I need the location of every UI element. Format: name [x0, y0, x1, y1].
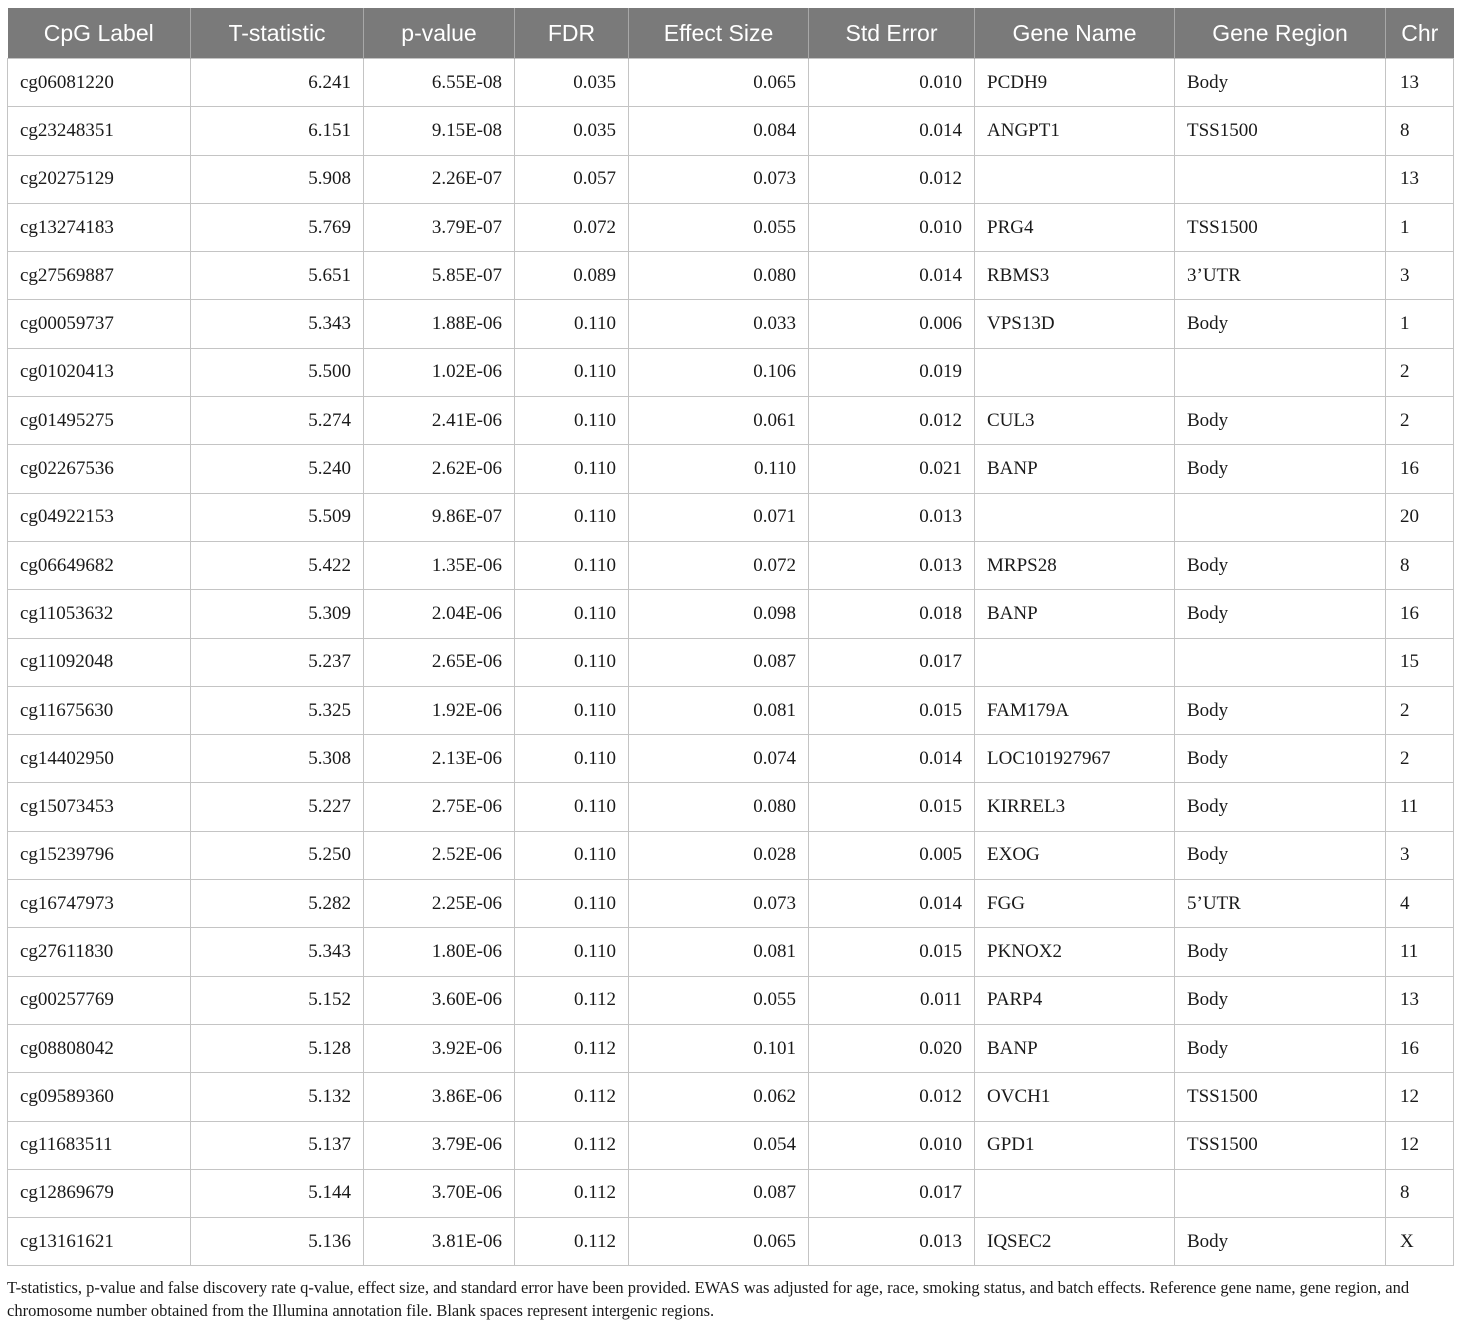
gene-name-cell: IQSEC2	[975, 1218, 1175, 1266]
gene-name-cell: PKNOX2	[975, 928, 1175, 976]
gene-name-cell: BANP	[975, 590, 1175, 638]
gene-region-cell: Body	[1175, 300, 1386, 348]
t-statistic-cell: 5.137	[191, 1121, 364, 1169]
std-error-cell: 0.006	[809, 300, 975, 348]
cpg-label-cell: cg11675630	[8, 686, 191, 734]
std-error-cell: 0.021	[809, 445, 975, 493]
gene-name-cell: GPD1	[975, 1121, 1175, 1169]
std-error-cell: 0.014	[809, 107, 975, 155]
fdr-cell: 0.112	[515, 1121, 629, 1169]
p-value-cell: 2.62E-06	[364, 445, 515, 493]
p-value-cell: 3.70E-06	[364, 1169, 515, 1217]
header-gene-name: Gene Name	[975, 8, 1175, 59]
effect-size-cell: 0.087	[629, 1169, 809, 1217]
table-row	[8, 880, 1454, 928]
effect-size-cell: 0.080	[629, 252, 809, 300]
t-statistic-cell: 5.651	[191, 252, 364, 300]
gene-name-cell	[975, 348, 1175, 396]
effect-size-cell: 0.106	[629, 348, 809, 396]
chr-cell: 11	[1386, 928, 1454, 976]
effect-size-cell: 0.054	[629, 1121, 809, 1169]
gene-region-cell: Body	[1175, 1218, 1386, 1266]
chr-cell: 20	[1386, 493, 1454, 541]
p-value-cell: 9.15E-08	[364, 107, 515, 155]
table-row	[8, 1218, 1454, 1266]
chr-cell: 2	[1386, 397, 1454, 445]
gene-name-cell: BANP	[975, 1024, 1175, 1072]
fdr-cell: 0.110	[515, 638, 629, 686]
std-error-cell: 0.013	[809, 541, 975, 589]
t-statistic-cell: 6.151	[191, 107, 364, 155]
gene-name-cell: PRG4	[975, 203, 1175, 251]
fdr-cell: 0.110	[515, 397, 629, 445]
chr-cell: 1	[1386, 203, 1454, 251]
t-statistic-cell: 5.500	[191, 348, 364, 396]
effect-size-cell: 0.073	[629, 155, 809, 203]
chr-cell: 8	[1386, 107, 1454, 155]
gene-region-cell: TSS1500	[1175, 107, 1386, 155]
header-p-value: p-value	[364, 8, 515, 59]
chr-cell: 12	[1386, 1121, 1454, 1169]
p-value-cell: 1.35E-06	[364, 541, 515, 589]
chr-cell: 2	[1386, 348, 1454, 396]
fdr-cell: 0.035	[515, 59, 629, 107]
std-error-cell: 0.005	[809, 831, 975, 879]
gene-region-cell	[1175, 493, 1386, 541]
std-error-cell: 0.013	[809, 1218, 975, 1266]
fdr-cell: 0.112	[515, 1073, 629, 1121]
t-statistic-cell: 6.241	[191, 59, 364, 107]
std-error-cell: 0.010	[809, 59, 975, 107]
fdr-cell: 0.110	[515, 348, 629, 396]
table-row	[8, 686, 1454, 734]
table-body	[8, 59, 1454, 1266]
table-row	[8, 735, 1454, 783]
gene-name-cell: ANGPT1	[975, 107, 1175, 155]
p-value-cell: 5.85E-07	[364, 252, 515, 300]
gene-name-cell: FGG	[975, 880, 1175, 928]
fdr-cell: 0.112	[515, 1169, 629, 1217]
header-cpg-label: CpG Label	[8, 8, 191, 59]
effect-size-cell: 0.081	[629, 928, 809, 976]
chr-cell: 13	[1386, 59, 1454, 107]
table-row	[8, 107, 1454, 155]
header-std-error: Std Error	[809, 8, 975, 59]
std-error-cell: 0.011	[809, 976, 975, 1024]
gene-region-cell	[1175, 155, 1386, 203]
cpg-label-cell: cg09589360	[8, 1073, 191, 1121]
cpg-label-cell: cg13161621	[8, 1218, 191, 1266]
t-statistic-cell: 5.422	[191, 541, 364, 589]
std-error-cell: 0.010	[809, 1121, 975, 1169]
gene-region-cell: 3’UTR	[1175, 252, 1386, 300]
fdr-cell: 0.110	[515, 928, 629, 976]
t-statistic-cell: 5.152	[191, 976, 364, 1024]
gene-name-cell	[975, 1169, 1175, 1217]
std-error-cell: 0.012	[809, 155, 975, 203]
gene-name-cell: BANP	[975, 445, 1175, 493]
cpg-label-cell: cg02267536	[8, 445, 191, 493]
chr-cell: 13	[1386, 155, 1454, 203]
std-error-cell: 0.015	[809, 928, 975, 976]
effect-size-cell: 0.028	[629, 831, 809, 879]
fdr-cell: 0.110	[515, 541, 629, 589]
p-value-cell: 2.13E-06	[364, 735, 515, 783]
effect-size-cell: 0.055	[629, 976, 809, 1024]
gene-region-cell: Body	[1175, 397, 1386, 445]
effect-size-cell: 0.033	[629, 300, 809, 348]
table-row	[8, 203, 1454, 251]
effect-size-cell: 0.065	[629, 59, 809, 107]
t-statistic-cell: 5.343	[191, 300, 364, 348]
std-error-cell: 0.015	[809, 783, 975, 831]
cpg-label-cell: cg27569887	[8, 252, 191, 300]
chr-cell: 15	[1386, 638, 1454, 686]
header-chr: Chr	[1386, 8, 1454, 59]
gene-name-cell	[975, 638, 1175, 686]
effect-size-cell: 0.081	[629, 686, 809, 734]
table-row	[8, 1073, 1454, 1121]
effect-size-cell: 0.061	[629, 397, 809, 445]
std-error-cell: 0.014	[809, 252, 975, 300]
cpg-label-cell: cg11053632	[8, 590, 191, 638]
t-statistic-cell: 5.237	[191, 638, 364, 686]
effect-size-cell: 0.084	[629, 107, 809, 155]
table-row	[8, 397, 1454, 445]
table-row	[8, 928, 1454, 976]
cpg-label-cell: cg11092048	[8, 638, 191, 686]
cpg-label-cell: cg01020413	[8, 348, 191, 396]
fdr-cell: 0.110	[515, 686, 629, 734]
cpg-label-cell: cg06081220	[8, 59, 191, 107]
cpg-label-cell: cg27611830	[8, 928, 191, 976]
chr-cell: 16	[1386, 445, 1454, 493]
t-statistic-cell: 5.309	[191, 590, 364, 638]
t-statistic-cell: 5.227	[191, 783, 364, 831]
gene-region-cell: 5’UTR	[1175, 880, 1386, 928]
t-statistic-cell: 5.282	[191, 880, 364, 928]
header-effect-size: Effect Size	[629, 8, 809, 59]
effect-size-cell: 0.062	[629, 1073, 809, 1121]
fdr-cell: 0.110	[515, 880, 629, 928]
table-row	[8, 1169, 1454, 1217]
cpg-label-cell: cg15073453	[8, 783, 191, 831]
p-value-cell: 1.80E-06	[364, 928, 515, 976]
chr-cell: 16	[1386, 590, 1454, 638]
p-value-cell: 2.25E-06	[364, 880, 515, 928]
table-footnote: T-statistics, p-value and false discovery rate q-value, effect size, and standard error have been provided. EWAS was adjusted for age, race, smoking status, and batch effects. Reference gene name, gene region, and chromosome number obtained from the Illumina annotation file. Blank spaces represent intergenic regions.	[7, 1278, 1410, 1320]
std-error-cell: 0.020	[809, 1024, 975, 1072]
gene-region-cell: Body	[1175, 735, 1386, 783]
table-row	[8, 348, 1454, 396]
gene-region-cell: Body	[1175, 590, 1386, 638]
table-row	[8, 976, 1454, 1024]
table-row	[8, 493, 1454, 541]
p-value-cell: 3.79E-07	[364, 203, 515, 251]
p-value-cell: 1.88E-06	[364, 300, 515, 348]
gene-region-cell: TSS1500	[1175, 1073, 1386, 1121]
p-value-cell: 2.75E-06	[364, 783, 515, 831]
t-statistic-cell: 5.132	[191, 1073, 364, 1121]
t-statistic-cell: 5.325	[191, 686, 364, 734]
chr-cell: 2	[1386, 686, 1454, 734]
effect-size-cell: 0.098	[629, 590, 809, 638]
p-value-cell: 2.04E-06	[364, 590, 515, 638]
gene-region-cell	[1175, 1169, 1386, 1217]
p-value-cell: 3.81E-06	[364, 1218, 515, 1266]
t-statistic-cell: 5.343	[191, 928, 364, 976]
p-value-cell: 9.86E-07	[364, 493, 515, 541]
cpg-label-cell: cg00059737	[8, 300, 191, 348]
std-error-cell: 0.018	[809, 590, 975, 638]
std-error-cell: 0.012	[809, 1073, 975, 1121]
chr-cell: 2	[1386, 735, 1454, 783]
t-statistic-cell: 5.128	[191, 1024, 364, 1072]
cpg-label-cell: cg20275129	[8, 155, 191, 203]
p-value-cell: 2.41E-06	[364, 397, 515, 445]
std-error-cell: 0.014	[809, 880, 975, 928]
p-value-cell: 3.79E-06	[364, 1121, 515, 1169]
chr-cell: X	[1386, 1218, 1454, 1266]
gene-region-cell	[1175, 348, 1386, 396]
table-row	[8, 783, 1454, 831]
gene-region-cell	[1175, 638, 1386, 686]
chr-cell: 16	[1386, 1024, 1454, 1072]
gene-region-cell: Body	[1175, 976, 1386, 1024]
cpg-label-cell: cg13274183	[8, 203, 191, 251]
cpg-label-cell: cg12869679	[8, 1169, 191, 1217]
t-statistic-cell: 5.274	[191, 397, 364, 445]
cpg-label-cell: cg15239796	[8, 831, 191, 879]
fdr-cell: 0.110	[515, 735, 629, 783]
t-statistic-cell: 5.136	[191, 1218, 364, 1266]
std-error-cell: 0.017	[809, 1169, 975, 1217]
fdr-cell: 0.072	[515, 203, 629, 251]
header-gene-region: Gene Region	[1175, 8, 1386, 59]
gene-name-cell: CUL3	[975, 397, 1175, 445]
gene-region-cell: Body	[1175, 445, 1386, 493]
ewas-results-table	[7, 8, 1454, 1266]
gene-name-cell	[975, 155, 1175, 203]
cpg-label-cell: cg16747973	[8, 880, 191, 928]
t-statistic-cell: 5.144	[191, 1169, 364, 1217]
cpg-label-cell: cg00257769	[8, 976, 191, 1024]
gene-name-cell: PARP4	[975, 976, 1175, 1024]
std-error-cell: 0.014	[809, 735, 975, 783]
p-value-cell: 1.02E-06	[364, 348, 515, 396]
gene-region-cell: Body	[1175, 831, 1386, 879]
gene-region-cell: Body	[1175, 783, 1386, 831]
cpg-label-cell: cg11683511	[8, 1121, 191, 1169]
p-value-cell: 2.26E-07	[364, 155, 515, 203]
effect-size-cell: 0.110	[629, 445, 809, 493]
chr-cell: 13	[1386, 976, 1454, 1024]
t-statistic-cell: 5.509	[191, 493, 364, 541]
p-value-cell: 3.92E-06	[364, 1024, 515, 1072]
fdr-cell: 0.112	[515, 976, 629, 1024]
fdr-cell: 0.035	[515, 107, 629, 155]
gene-name-cell: EXOG	[975, 831, 1175, 879]
gene-region-cell: Body	[1175, 686, 1386, 734]
std-error-cell: 0.013	[809, 493, 975, 541]
effect-size-cell: 0.087	[629, 638, 809, 686]
cpg-label-cell: cg04922153	[8, 493, 191, 541]
header-fdr: FDR	[515, 8, 629, 59]
cpg-label-cell: cg23248351	[8, 107, 191, 155]
fdr-cell: 0.089	[515, 252, 629, 300]
std-error-cell: 0.019	[809, 348, 975, 396]
table-row	[8, 831, 1454, 879]
cpg-label-cell: cg06649682	[8, 541, 191, 589]
gene-name-cell: FAM179A	[975, 686, 1175, 734]
table-row	[8, 590, 1454, 638]
table-row	[8, 300, 1454, 348]
effect-size-cell: 0.080	[629, 783, 809, 831]
cpg-label-cell: cg14402950	[8, 735, 191, 783]
p-value-cell: 6.55E-08	[364, 59, 515, 107]
gene-region-cell: Body	[1175, 1024, 1386, 1072]
gene-region-cell: TSS1500	[1175, 1121, 1386, 1169]
gene-name-cell: VPS13D	[975, 300, 1175, 348]
results-table-container	[7, 8, 1453, 1266]
gene-region-cell: TSS1500	[1175, 203, 1386, 251]
p-value-cell: 1.92E-06	[364, 686, 515, 734]
t-statistic-cell: 5.908	[191, 155, 364, 203]
fdr-cell: 0.112	[515, 1218, 629, 1266]
chr-cell: 3	[1386, 252, 1454, 300]
gene-name-cell: MRPS28	[975, 541, 1175, 589]
std-error-cell: 0.010	[809, 203, 975, 251]
gene-region-cell: Body	[1175, 59, 1386, 107]
table-row	[8, 445, 1454, 493]
effect-size-cell: 0.071	[629, 493, 809, 541]
table-row	[8, 252, 1454, 300]
gene-region-cell: Body	[1175, 541, 1386, 589]
effect-size-cell: 0.073	[629, 880, 809, 928]
chr-cell: 11	[1386, 783, 1454, 831]
table-row	[8, 638, 1454, 686]
gene-name-cell: OVCH1	[975, 1073, 1175, 1121]
std-error-cell: 0.012	[809, 397, 975, 445]
table-row	[8, 155, 1454, 203]
cpg-label-cell: cg01495275	[8, 397, 191, 445]
table-row	[8, 1024, 1454, 1072]
fdr-cell: 0.110	[515, 590, 629, 638]
table-row	[8, 59, 1454, 107]
gene-name-cell: KIRREL3	[975, 783, 1175, 831]
table-header-row	[8, 8, 1454, 59]
effect-size-cell: 0.074	[629, 735, 809, 783]
std-error-cell: 0.015	[809, 686, 975, 734]
fdr-cell: 0.110	[515, 783, 629, 831]
gene-region-cell: Body	[1175, 928, 1386, 976]
fdr-cell: 0.110	[515, 831, 629, 879]
t-statistic-cell: 5.769	[191, 203, 364, 251]
chr-cell: 4	[1386, 880, 1454, 928]
effect-size-cell: 0.065	[629, 1218, 809, 1266]
effect-size-cell: 0.055	[629, 203, 809, 251]
chr-cell: 3	[1386, 831, 1454, 879]
fdr-cell: 0.110	[515, 445, 629, 493]
gene-name-cell: LOC101927967	[975, 735, 1175, 783]
gene-name-cell	[975, 493, 1175, 541]
p-value-cell: 2.52E-06	[364, 831, 515, 879]
gene-name-cell: RBMS3	[975, 252, 1175, 300]
chr-cell: 1	[1386, 300, 1454, 348]
t-statistic-cell: 5.308	[191, 735, 364, 783]
table-row	[8, 541, 1454, 589]
cpg-label-cell: cg08808042	[8, 1024, 191, 1072]
t-statistic-cell: 5.240	[191, 445, 364, 493]
p-value-cell: 3.60E-06	[364, 976, 515, 1024]
fdr-cell: 0.112	[515, 1024, 629, 1072]
effect-size-cell: 0.101	[629, 1024, 809, 1072]
fdr-cell: 0.057	[515, 155, 629, 203]
fdr-cell: 0.110	[515, 493, 629, 541]
effect-size-cell: 0.072	[629, 541, 809, 589]
chr-cell: 12	[1386, 1073, 1454, 1121]
t-statistic-cell: 5.250	[191, 831, 364, 879]
header-t-statistic: T-statistic	[191, 8, 364, 59]
gene-name-cell: PCDH9	[975, 59, 1175, 107]
std-error-cell: 0.017	[809, 638, 975, 686]
p-value-cell: 2.65E-06	[364, 638, 515, 686]
table-row	[8, 1121, 1454, 1169]
chr-cell: 8	[1386, 1169, 1454, 1217]
chr-cell: 8	[1386, 541, 1454, 589]
p-value-cell: 3.86E-06	[364, 1073, 515, 1121]
fdr-cell: 0.110	[515, 300, 629, 348]
